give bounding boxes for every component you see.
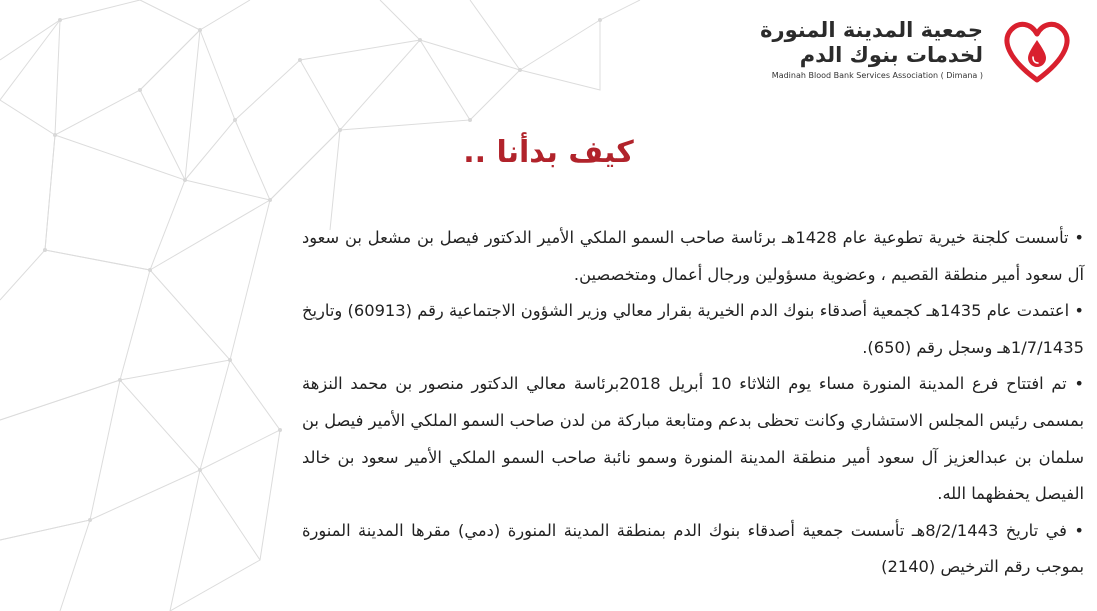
logo-arabic-name-line2: لخدمات بنوك الدم	[799, 43, 983, 67]
logo-english-name: Madinah Blood Bank Services Association ( Dimana )	[771, 71, 983, 80]
heart-blood-drop-icon	[997, 10, 1077, 90]
association-logo	[760, 10, 1077, 90]
history-text-block	[302, 220, 1084, 586]
page-title: كيف بدأنا ..	[463, 135, 634, 170]
history-paragraph-2: • اعتمدت عام 1435هـ كجمعية أصدقاء بنوك الدم الخيرية بقرار معالي وزير الشؤون الاجتماعية رقم (60913) وتاريخ 1/7/1435هـ وسجل رقم (650).	[302, 301, 1084, 357]
history-paragraph-1: • تأسست كلجنة خيرية تطوعية عام 1428هـ برئاسة صاحب السمو الملكي الأمير الدكتور فيصل بن مشعل بن سعود آل سعود أمير منطقة القصيم ، وعضوية مسؤولين ورجال أعمال ومتخصصين.	[302, 228, 1084, 284]
logo-arabic-name-line1: جمعية المدينة المنورة	[760, 18, 983, 42]
logo-text	[760, 18, 983, 82]
history-paragraph-4: • في تاريخ 8/2/1443هـ تأسست جمعية أصدقاء بنوك الدم بمنطقة المدينة المنورة (دمي) مقرها المدينة المنورة بموجب رقم الترخيص (2140)	[302, 520, 1084, 577]
history-paragraph-3: • تم افتتاح فرع المدينة المنورة مساء يوم الثلاثاء 10 أبريل 2018برئاسة معالي الدكتور منصور بن محمد النزهة بمسمى رئيس المجلس الاستشاري وكانت تحظى بدعم ومتابعة مباركة من لدن صاحب السمو الملكي الأمير فيصل بن سلمان بن عبدالعزيز آل سعود أمير منطقة المدينة المنورة وسمو نائبة صاحب السمو الملكي الأمير سعود بن خالد الفيصل يحفظهما الله.	[302, 374, 1084, 504]
